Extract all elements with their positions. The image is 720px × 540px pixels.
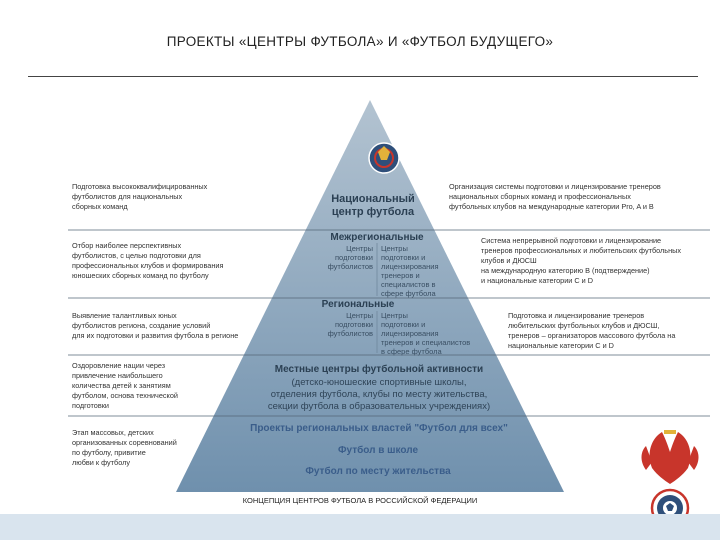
tier-regional-title: Региональные [321, 299, 395, 310]
diagram-caption: КОНЦЕПЦИЯ ЦЕНТРОВ ФУТБОЛА В РОССИЙСКОЙ ФЕДЕРАЦИИ [242, 496, 478, 505]
local-description-line: секции футбола в образовательных учреждениях) [267, 401, 491, 412]
eagle-emblem-icon [642, 430, 699, 484]
tier-home-title: Футбол по месту жительства [305, 466, 451, 477]
interregional-right-line: Центры [381, 244, 408, 253]
interregional-left-line: футболистов [327, 262, 373, 271]
tier-projects-title: Проекты региональных властей "Футбол для всех" [250, 423, 508, 434]
local-description-line: (детско-юношеские спортивные школы, [291, 377, 467, 388]
interregional-right-line: специалистов в [381, 280, 436, 289]
interregional-left-line: Центры [346, 244, 373, 253]
regional-left-line: подготовки [335, 320, 373, 329]
right-note-interregional: Система непрерывной подготовки и лицензирование тренеров профессиональных и любительских футбольных клубов и ДЮСШ на международную категорию B (подтверждение) и национальные категории C и D [481, 236, 682, 285]
left-note-national: Подготовка высококвалифицированных футболистов для национальных сборных команд [72, 182, 208, 211]
right-note-regional: Подготовка и лицензирование тренеров любительских футбольных клубов и ДЮСШ, тренеров – организаторов массового футбола на национальные категории C и D [508, 311, 676, 350]
regional-right-line: лицензирования [381, 329, 439, 338]
left-note-local: Оздоровление нации через привлечение наибольшего количества детей к занятиям футболом, основа технической подготовки [72, 361, 178, 410]
regional-left-line: футболистов [327, 329, 373, 338]
regional-right-line: тренеров и специалистов [381, 338, 471, 347]
bottom-bar [0, 514, 720, 540]
interregional-right-line: лицензирования [381, 262, 439, 271]
interregional-right-line: тренеров и [381, 271, 420, 280]
left-note-interregional: Отбор наиболее перспективных футболистов, с целью подготовки для профессиональных клубов и формирования юношеских сборных команд по футболу [72, 241, 224, 280]
page-title: ПРОЕКТЫ «ЦЕНТРЫ ФУТБОЛА» И «ФУТБОЛ БУДУЩЕГО» [166, 34, 554, 49]
interregional-right-line: подготовки и [381, 253, 426, 262]
interregional-right-line: сфере футбола [381, 289, 436, 298]
regional-right-line: подготовки и [381, 320, 426, 329]
tier-local-title: Местные центры футбольной активности [274, 364, 484, 375]
tier-national-title: Национальный [331, 193, 415, 205]
interregional-left-line: подготовки [335, 253, 373, 262]
regional-right-line: в сфере футбола [381, 347, 442, 356]
left-note-regional: Выявление талантливых юных футболистов региона, создание условий для их подготовки и развития футбола в регионе [72, 311, 239, 340]
tier-school-title: Футбол в школе [337, 445, 419, 456]
tier-national-subtitle: центр футбола [331, 206, 415, 218]
rfu-emblem-icon [369, 143, 399, 173]
local-description-line: отделения футбола, клубы по месту жительства, [270, 389, 488, 400]
right-note-national: Организация системы подготовки и лицензирование тренеров национальных сборных команд и профессиональных футбольных клубов на международные категории Pro, A и B [449, 182, 661, 211]
tier-interregional-title: Межрегиональные [330, 232, 424, 243]
left-note-projects: Этап массовых, детских организованных соревнований по футболу, привитие любви к футболу [72, 428, 177, 467]
regional-right-line: Центры [381, 311, 408, 320]
regional-left-line: Центры [346, 311, 373, 320]
